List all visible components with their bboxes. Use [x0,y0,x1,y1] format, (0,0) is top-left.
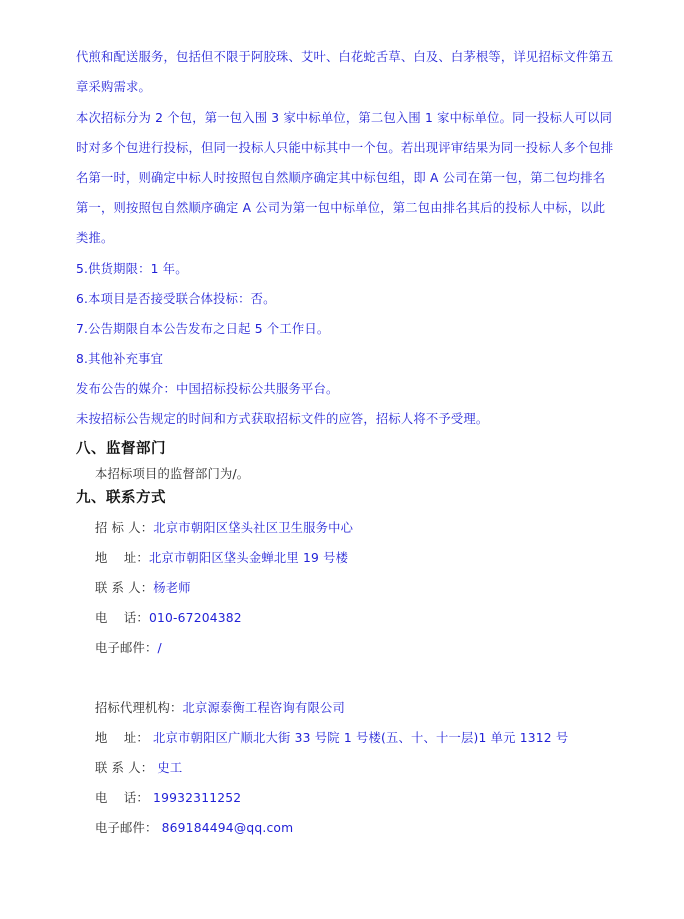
section-heading-supervision: 八、监督部门 [76,441,166,457]
agency-email-label: 电子邮件： [95,821,158,835]
agency-phone-row [95,783,635,813]
tenderer-name-row [95,513,635,543]
tenderer-address-label: 地 址： [95,551,149,565]
agency-contact: 史工 [153,761,183,775]
agency-address-label: 地 址： [95,731,149,745]
tenderer-name: 北京市朝阳区垡头社区卫生服务中心 [153,521,354,535]
paragraph-rejection-note: 未按招标公告规定的时间和方式获取招标文件的应答，招标人将不予受理。 [76,412,489,426]
agency-name-label: 招标代理机构： [95,701,183,715]
tenderer-email-label: 电子邮件： [95,641,158,655]
agency-address: 北京市朝阳区广顺北大街 33 号院 1 号楼(五、十、十一层)1 单元 1312 号 [148,731,569,745]
paragraph-package-rules: 本次招标分为 2 个包，第一包入围 3 家中标单位，第二包入围 1 家中标单位。同一投标人可以同时对多个包进行投标，但同一投标人只能中标其中一个包。若出现评审结果为同一投标人多个包排名第一时，则确定中标人时按照包自然顺序确定其中标包组，即 A 公司在第一包，第二包均排名第一，则按照包自然顺序确定 A 公司为第一包中标单位，第二包由排名其后的投标人中标，以此类推。 [76,111,614,245]
agency-phone: 19932311252 [148,791,242,805]
agency-name: 北京源泰衡工程咨询有限公司 [182,701,345,715]
agency-email[interactable]: 869184494@qq.com [157,821,294,835]
paragraph-service-scope: 代煎和配送服务，包括但不限于阿胶珠、艾叶、白花蛇舌草、白及、白茅根等，详见招标文件第五章采购需求。 [76,50,614,94]
tenderer-address-row [95,543,635,573]
tenderer-phone-row [95,603,635,633]
tenderer-phone-label: 电 话： [95,611,149,625]
agency-contact-label: 联 系 人： [95,761,154,775]
paragraph-publish-media: 发布公告的媒介：中国招标投标公共服务平台。 [76,382,339,396]
tenderer-address: 北京市朝阳区垡头金蝉北里 19 号楼 [148,551,349,565]
section-heading-contact: 九、联系方式 [76,490,166,506]
tenderer-phone: 010-67204382 [148,611,242,625]
agency-name-row [95,693,635,723]
agency-contact-row [95,753,635,783]
tenderer-contact: 杨老师 [153,581,191,595]
tenderer-email: / [157,641,162,655]
paragraph-consortium: 6.本项目是否接受联合体投标：否。 [76,292,276,306]
agency-address-row [95,723,655,753]
agency-phone-label: 电 话： [95,791,149,805]
tenderer-name-label: 招 标 人： [95,521,154,535]
tenderer-email-row [95,633,635,663]
paragraph-supply-period: 5.供货期限：1 年。 [76,262,188,276]
agency-email-row [95,813,635,843]
tenderer-contact-label: 联 系 人： [95,581,154,595]
supervision-text: 本招标项目的监督部门为/。 [95,467,250,481]
paragraph-notice-period: 7.公告期限自本公告发布之日起 5 个工作日。 [76,322,330,336]
paragraph-other-matters: 8.其他补充事宜 [76,352,164,366]
tenderer-contact-row [95,573,635,603]
